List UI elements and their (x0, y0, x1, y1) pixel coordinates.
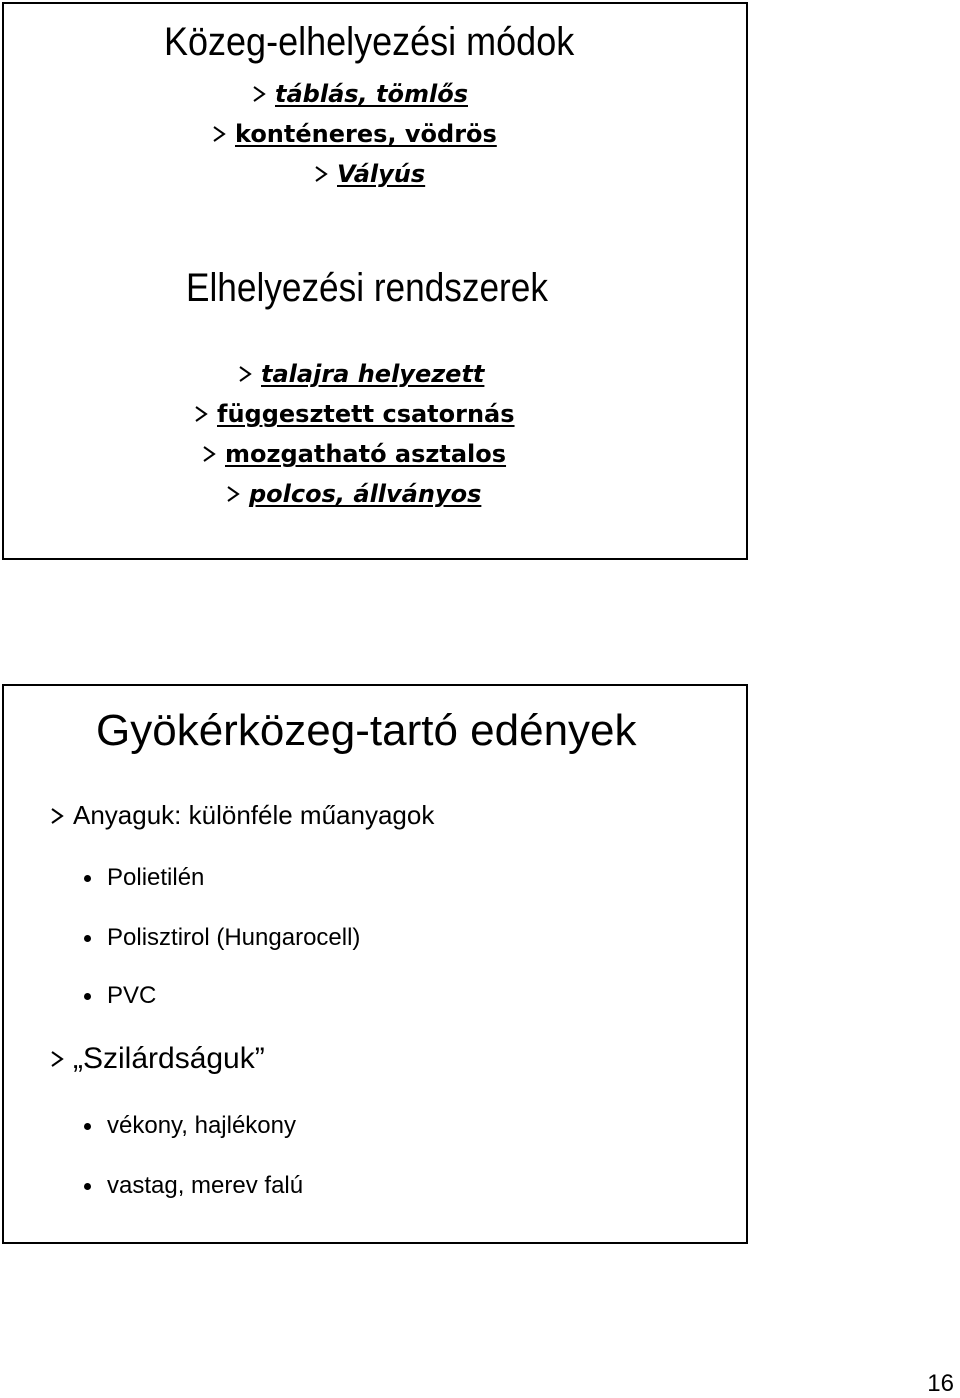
sub-item (84, 924, 360, 952)
dot-bullet-icon (84, 875, 91, 882)
list-item (50, 1042, 265, 1076)
system-label: polcos, állványos (249, 480, 482, 508)
sub-item (84, 864, 204, 892)
slide-root-media-containers (2, 684, 748, 1244)
strength-item-label: vékony, hajlékony (107, 1112, 296, 1139)
method-label: táblás, tömlős (275, 80, 468, 108)
material-label: Polietilén (107, 864, 205, 891)
dot-bullet-icon (84, 935, 91, 942)
material-label: PVC (107, 982, 157, 1009)
arrow-bullet-icon (226, 486, 240, 502)
system-label: mozgatható asztalos (225, 440, 507, 468)
system-label: talajra helyezett (261, 360, 485, 388)
dot-bullet-icon (84, 993, 91, 1000)
list-item (314, 160, 425, 188)
material-label: Polisztirol (Hungarocell) (107, 924, 361, 951)
list-item (212, 120, 497, 148)
list-item (202, 440, 506, 468)
dot-bullet-icon (84, 1183, 91, 1190)
section-subtitle: Elhelyezési rendszerek (186, 266, 548, 310)
slide-placement-methods (2, 2, 748, 560)
system-label: függesztett csatornás (217, 400, 515, 428)
method-label: konténeres, vödrös (235, 120, 497, 148)
arrow-bullet-icon (252, 86, 266, 102)
materials-label: Anyaguk: különféle műanyagok (73, 800, 435, 830)
arrow-bullet-icon (212, 126, 226, 142)
strength-item-label: vastag, merev falú (107, 1172, 304, 1199)
arrow-bullet-icon (314, 166, 328, 182)
list-item (238, 360, 484, 388)
list-item (226, 480, 481, 508)
sub-item (84, 1112, 296, 1140)
arrow-bullet-icon (202, 446, 216, 462)
arrow-bullet-icon (50, 1051, 64, 1067)
sub-item (84, 1172, 303, 1200)
list-item (252, 80, 468, 108)
sub-item (84, 982, 156, 1010)
page-number: 16 (927, 1370, 954, 1397)
list-item (194, 400, 515, 428)
arrow-bullet-icon (50, 808, 64, 824)
slide-title: Közeg-elhelyezési módok (164, 20, 575, 64)
dot-bullet-icon (84, 1123, 91, 1130)
method-label: Vályús (337, 160, 426, 188)
list-item (50, 800, 434, 831)
arrow-bullet-icon (194, 406, 208, 422)
slide-title: Gyökérközeg-tartó edények (96, 706, 637, 755)
arrow-bullet-icon (238, 366, 252, 382)
strength-label: „Szilárdságuk” (73, 1042, 265, 1075)
